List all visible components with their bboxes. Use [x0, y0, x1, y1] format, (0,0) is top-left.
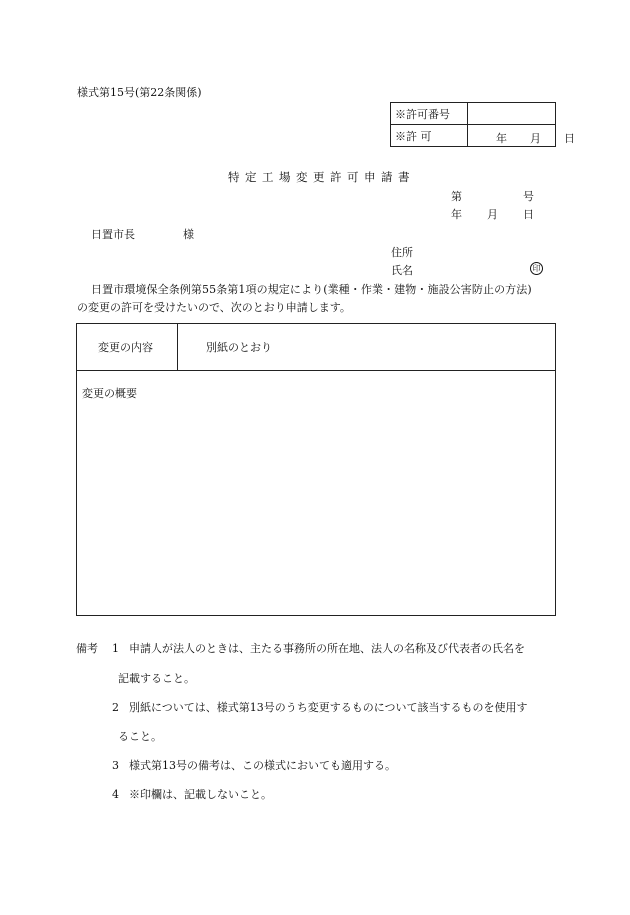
body-line-1: 日置市環境保全条例第55条第1項の規定により(業種・作業・建物・施設公害防止の方法) [91, 283, 532, 296]
permit-year: 年 [496, 132, 507, 145]
note-1-line-2: 記載すること。 [118, 672, 195, 685]
addressee-sama: 様 [183, 228, 194, 241]
note-4-number: 4 [112, 788, 119, 801]
addressee-mayor: 日置市長 [91, 228, 135, 241]
document-title: 特定工場変更許可申請書 [228, 170, 415, 184]
permit-number-field[interactable] [468, 103, 556, 125]
note-1-number: 1 [112, 642, 119, 655]
note-3-line-1: 様式第13号の備考は、この様式においても適用する。 [129, 759, 396, 772]
ref-dai: 第 [451, 190, 462, 203]
change-content-row [77, 324, 555, 371]
change-content-value: 別紙のとおり [206, 341, 272, 354]
note-3-number: 3 [112, 759, 119, 772]
date-year: 年 [451, 208, 462, 221]
permit-date-label: ※許 可 [391, 125, 468, 147]
date-month: 月 [487, 208, 498, 221]
note-1-line-1: 申請人が法人のときは、主たる事務所の所在地、法人の名称及び代表者の氏名を [129, 642, 525, 655]
date-day: 日 [523, 208, 534, 221]
change-table [76, 323, 556, 616]
ref-go: 号 [523, 190, 534, 203]
permit-box [390, 102, 575, 147]
notes-label: 備考 [76, 642, 98, 655]
change-overview-label: 変更の概要 [82, 387, 137, 400]
permit-date-field[interactable] [468, 125, 575, 147]
note-4-line-1: ※印欄は、記載しないこと。 [129, 788, 272, 801]
note-2-line-2: ること。 [118, 730, 162, 743]
note-2-line-1: 別紙については、様式第13号のうち変更するものについて該当するものを使用す [129, 701, 528, 714]
permit-number-label: ※許可番号 [391, 103, 468, 125]
body-line-2: の変更の許可を受けたいので、次のとおり申請します。 [77, 301, 351, 314]
address-label: 住所 [391, 246, 413, 259]
seal-icon: 印 [530, 262, 543, 275]
row-divider [177, 324, 178, 370]
note-2-number: 2 [112, 701, 119, 714]
name-label: 氏名 [391, 264, 413, 277]
form-number-label: 様式第15号(第22条関係) [77, 86, 202, 99]
change-content-label: 変更の内容 [98, 341, 153, 354]
permit-day: 日 [564, 132, 575, 145]
permit-month: 月 [530, 132, 541, 145]
